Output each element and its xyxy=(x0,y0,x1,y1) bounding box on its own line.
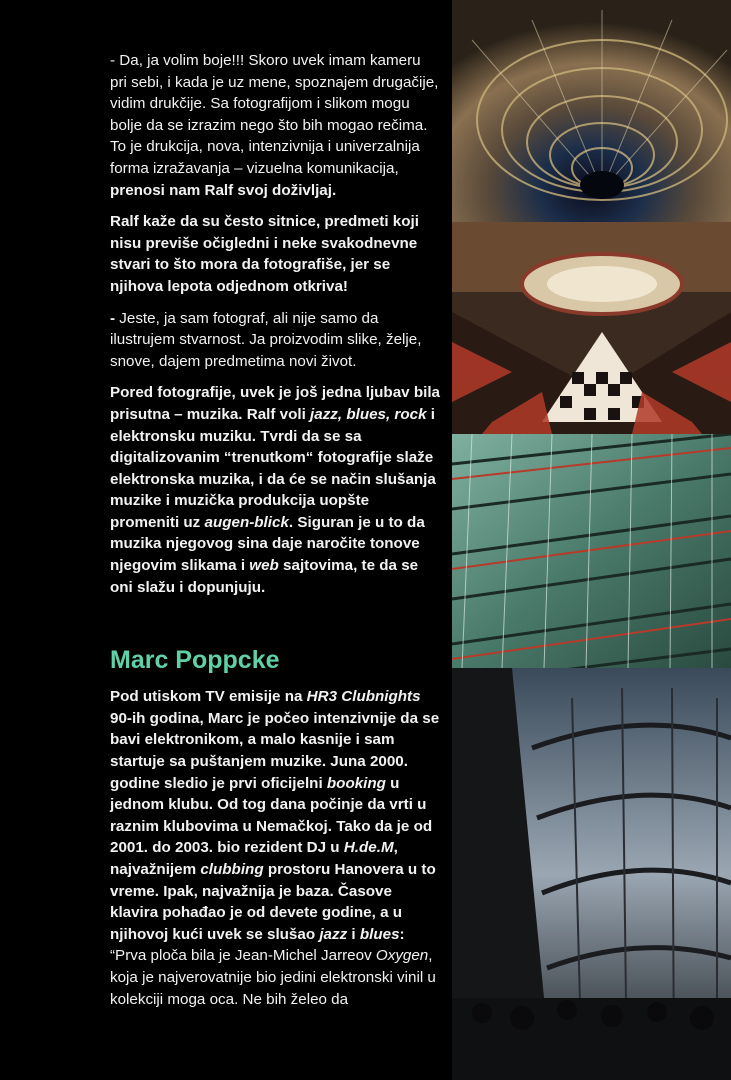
paragraph-music xyxy=(110,382,440,598)
text-run: i xyxy=(347,925,360,943)
paragraph-bold-text: prenosi nam Ralf svoj doživljaj. xyxy=(110,181,337,199)
glass-facade-photo xyxy=(452,434,731,668)
text-run: i elektronsku muziku. Tvrdi da se sa digitalizovanim “trenutkom“ fotografije slaže elektronska muzika, i da će se način slušanja muzike i muzička produkcija uopšte promeniti uz xyxy=(110,405,436,531)
text-run: , koja je najverovatnije bio jedini elektronski vinil u kolekciji moga oca. Ne bih želeo da xyxy=(110,947,436,1008)
paragraph-quote-colors xyxy=(110,50,440,201)
text-run: . Siguran je u to da muzika njegovog sina daje naročite tonove njegovim slikama i xyxy=(110,513,425,575)
text-run: Pored fotografije, uvek je još jedna ljubav bila prisutna – muzika. Ralf voli xyxy=(110,384,440,423)
text-run: prostoru Hanovera u to vreme. Ipak, najvažnija je baza. Časove klavira pohađao je od devete godine, a u njihovoj kući uvek se slušao xyxy=(110,861,436,943)
text-run: , najvažnijem xyxy=(110,839,398,878)
section-title: Marc Poppcke xyxy=(110,646,280,675)
italic-run: Oxygen xyxy=(375,947,429,965)
text-run: : xyxy=(399,925,405,943)
text-run: “Prva ploča bila je Jean-Michel Jarreov xyxy=(110,947,376,965)
paragraph-marc-bio xyxy=(110,686,440,945)
paragraph-text: Jeste, ja sam fotograf, ali nije samo da ilustrujem stvarnost. Ja proizvodim slike, želje, snove, dajem predmetima novi život. xyxy=(110,309,422,370)
mirrored-cone-photo xyxy=(452,0,731,222)
text-run: Pod utiskom TV emisije na xyxy=(110,688,307,706)
italic-run: clubbing xyxy=(200,861,264,878)
reichstag-dome-photo xyxy=(452,668,731,1080)
paragraph-photographer-quote xyxy=(110,308,440,373)
italic-run: jazz, blues, rock xyxy=(310,405,427,423)
text-run: 90-ih godina, Marc je počeo intenzivnije da se bavi elektronikom, a malo kasnije i sam startuje sa puštanjem muzike. Juna 2000. godine sledio je prvi oficijelni xyxy=(110,709,440,792)
paragraph-text: - Da, ja volim boje!!! Skoro uvek imam kameru pri sebi, i kada je uz mene, spoznajem drugačije, vidim drukčije. Sa fotografijom i slikom mogu bolje da se izrazim nego što bih mogao rečima. To je drukcija, nova, intenzivnija i univerzalnija forma izražavanja – vizuelna komunikacija, xyxy=(110,52,439,177)
quote-dash: - xyxy=(110,309,120,327)
paragraph-marc-quote xyxy=(110,945,440,1010)
text-run: u jednom klubu. Od tog dana počinje da vrti u raznim klubovima u Nemačkoj. Tako da je od 2001. do 2003. bio rezident DJ u xyxy=(110,774,433,857)
italic-run: H.de.M xyxy=(343,839,394,857)
kaleidoscope-interior-photo xyxy=(452,222,731,434)
photo-strip xyxy=(452,0,731,1080)
italic-run: HR3 Clubnights xyxy=(306,688,421,706)
italic-run: jazz xyxy=(319,925,348,943)
paragraph-small-things: Ralf kaže da su često sitnice, predmeti koji nisu previše očigledni i neke svakodnevne stvari to što mora da fotografiše, jer se njihova lepota odjednom otkriva! xyxy=(110,213,419,295)
italic-run: web xyxy=(249,557,279,575)
italic-run: augen-blick xyxy=(204,513,289,531)
italic-run: blues xyxy=(359,925,400,943)
text-run: sajtovima, te da se oni slažu i dopunjuju. xyxy=(110,557,419,596)
article-text-column xyxy=(110,50,440,1020)
italic-run: booking xyxy=(326,774,386,792)
